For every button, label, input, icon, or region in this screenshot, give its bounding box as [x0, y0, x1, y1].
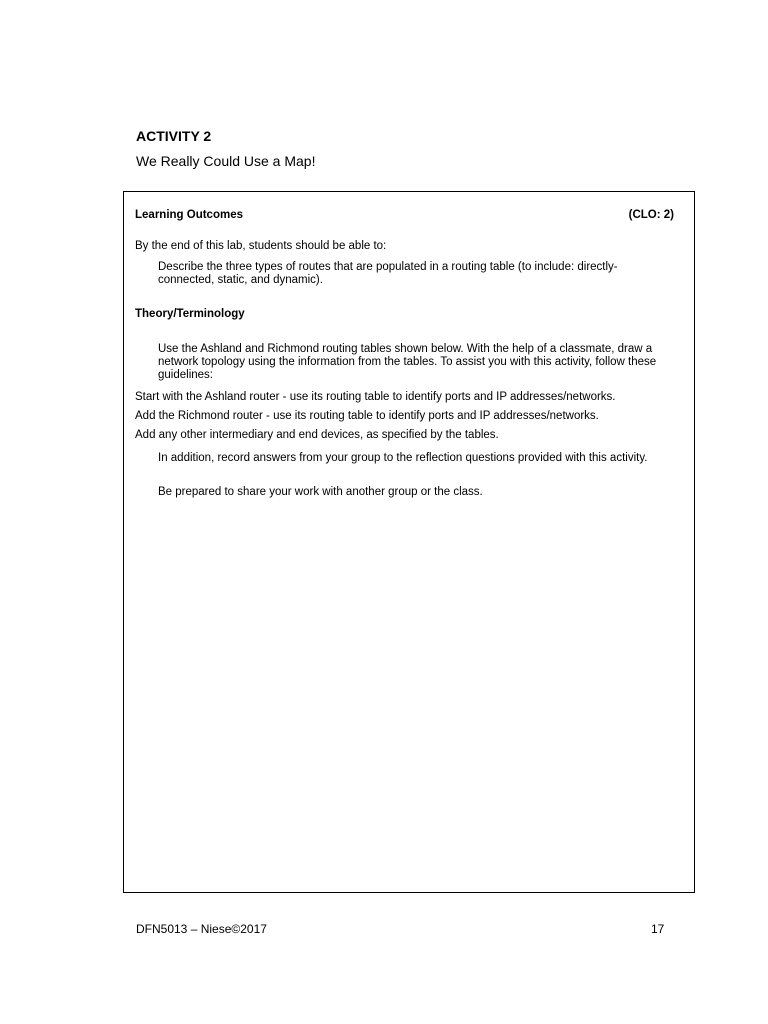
guideline-item: Add any other intermediary and end devices, as specified by the tables.	[135, 429, 499, 441]
activity-subtitle: We Really Could Use a Map!	[136, 153, 316, 169]
learning-outcomes-title: Learning Outcomes	[135, 209, 243, 221]
learning-outcomes-intro: By the end of this lab, students should be able to:	[135, 240, 387, 252]
guideline-item: Add the Richmond router - use its routing table to identify ports and IP addresses/networks.	[135, 410, 599, 422]
footer-page-number: 17	[651, 922, 665, 936]
learning-outcomes-header	[135, 209, 674, 221]
guideline-item: Start with the Ashland router - use its routing table to identify ports and IP addresses/networks.	[135, 391, 616, 403]
theory-title: Theory/Terminology	[135, 308, 245, 320]
activity-heading: ACTIVITY 2	[136, 128, 212, 144]
footer-course-code: DFN5013 – Niese©2017	[136, 922, 267, 936]
share-work-text: Be prepared to share your work with another group or the class.	[158, 486, 483, 498]
learning-outcome-item: Describe the three types of routes that are populated in a routing table (to include: directly-connected, static, and dynamic).	[158, 261, 618, 286]
clo-label: (CLO: 2)	[628, 209, 674, 221]
record-answers-text: In addition, record answers from your group to the reflection questions provided with this activity.	[158, 452, 648, 464]
theory-intro: Use the Ashland and Richmond routing tables shown below. With the help of a classmate, draw a network topology using the information from the tables. To assist you with this activity, follow these guidelines:	[158, 343, 657, 381]
activity-content-box	[123, 191, 695, 893]
theory-header	[135, 308, 674, 320]
